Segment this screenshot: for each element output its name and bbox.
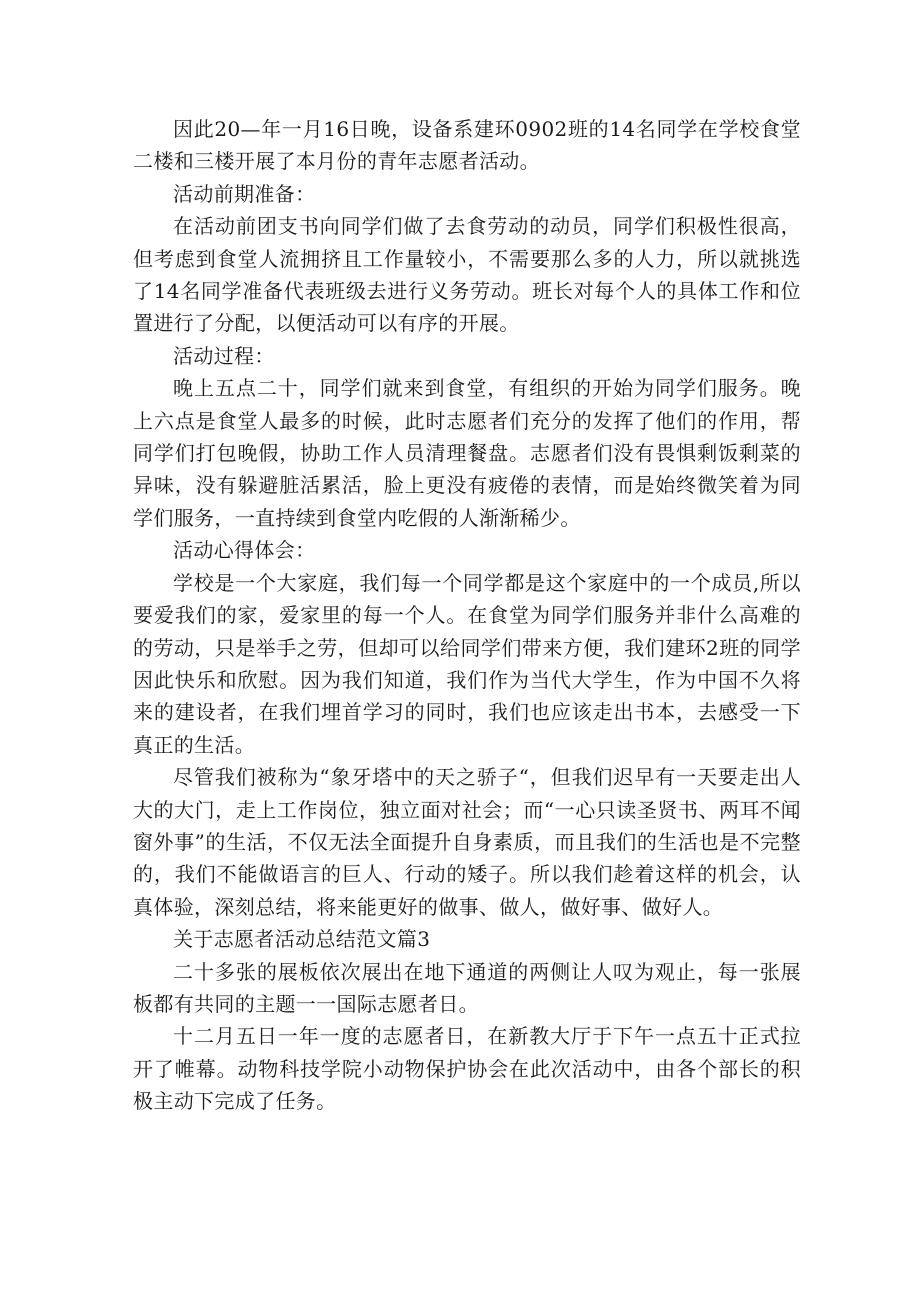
paragraph-reflection-2: 尽管我们被称为“象牙塔中的天之骄子“，但我们迟早有一天要走出人大的大门，走上工作岗位，独立面对社会；而“一心只读圣贤书、两耳不闻窗外事”的生活，不仅无法全面提升自身素质，而且我们的生活也是不完整的，我们不能做语言的巨人、行动的矮子。所以我们趁着这样的机会，认真体验，深刻总结，将来能更好的做事、做人，做好事、做好人。 [133, 765, 801, 919]
paragraph-preparation: 在活动前团支书向同学们做了去食劳动的动员，同学们积极性很高，但考虑到食堂人流拥挤且工作量较小，不需要那么多的人力，所以就挑选了14名同学准备代表班级去进行义务劳动。班长对每个人的具体工作和位置进行了分配，以便活动可以有序的开展。 [133, 214, 801, 336]
paragraph-process: 晚上五点二十，同学们就来到食堂，有组织的开始为同学们服务。晚上六点是食堂人最多的时候，此时志愿者们充分的发挥了他们的作用，帮同学们打包晚假，协助工作人员清理餐盘。志愿者们没有畏惧剩饭剩菜的异味，没有躲避脏活累活，脸上更没有疲倦的表情，而是始终微笑着为同学们服务，一直持续到食堂内吃假的人渐渐稀少。 [133, 376, 801, 530]
document-body [133, 113, 801, 1118]
paragraph-intro: 因此20—年一月16日晚，设备系建环0902班的14名同学在学校食堂二楼和三楼开展了本月份的青年志愿者活动。 [133, 117, 801, 174]
heading-preparation: 活动前期准备： [173, 181, 316, 206]
heading-article-3: 关于志愿者活动总结范文篇3 [173, 927, 431, 952]
paragraph-exhibition: 二十多张的展板依次展出在地下通道的两侧让人叹为观止，每一张展板都有共同的主题一一国际志愿者日。 [133, 959, 801, 1016]
paragraph-volunteer-day: 十二月五日一年一度的志愿者日，在新教大厅于下午一点五十正式拉开了帷幕。动物科技学院小动物保护协会在此次活动中，由各个部长的积极主动下完成了任务。 [133, 1024, 801, 1114]
heading-process: 活动过程： [173, 343, 275, 368]
heading-reflection: 活动心得体会： [173, 538, 316, 563]
paragraph-reflection-1: 学校是一个大家庭，我们每一个同学都是这个家庭中的一个成员,所以要爱我们的家，爱家里的每一个人。在食堂为同学们服务并非什么高难的的劳动，只是举手之劳，但却可以给同学们带来方便，我们建环2班的同学因此快乐和欣慰。因为我们知道，我们作为当代大学生，作为中国不久将来的建设者，在我们埋首学习的同时，我们也应该走出书本，去感受一下真正的生活。 [133, 570, 801, 757]
